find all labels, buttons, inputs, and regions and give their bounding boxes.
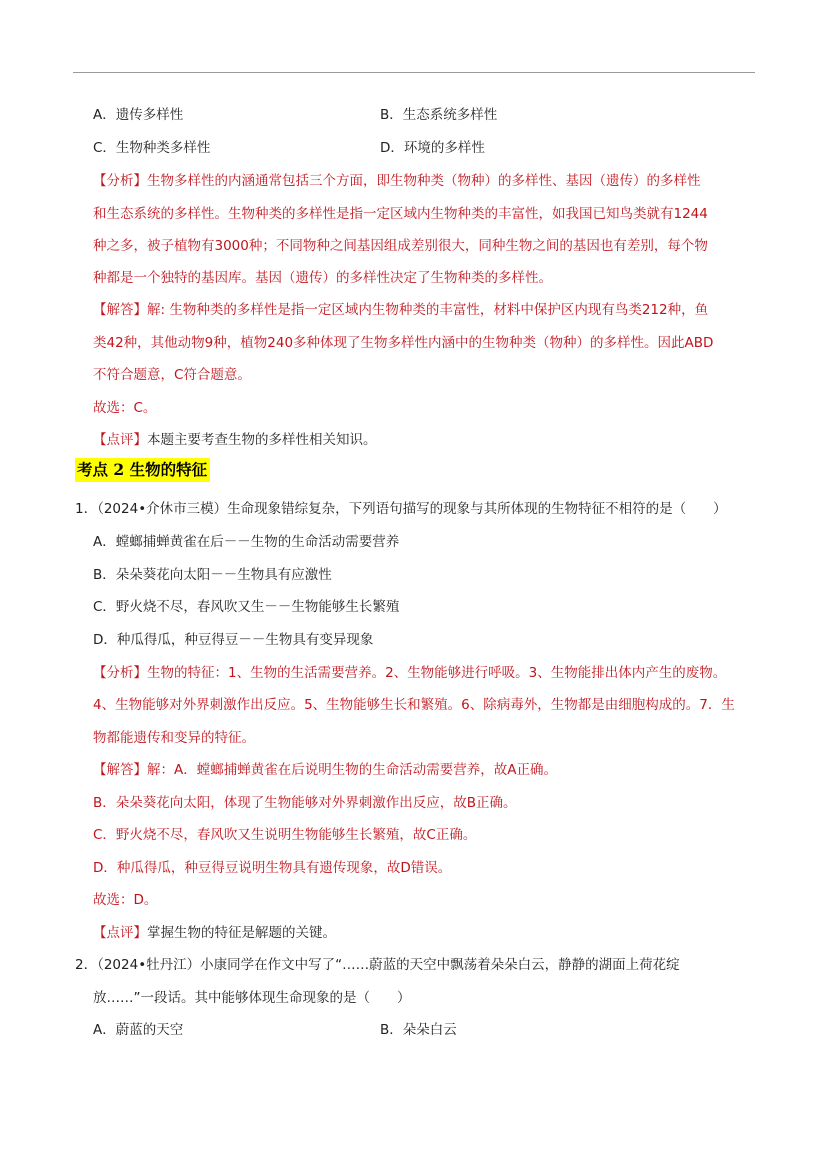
answer-line: 不符合题意，C符合题意。 [93,367,251,383]
q1-option: A．螳螂捕蝉黄雀在后－－生物的生命活动需要营养 [93,534,400,550]
q1-analysis-text: 生物的特征：1、生物的生活需要营养。2、生物能够进行呼吸。3、生物能排出体内产生的废物。 [147,665,727,681]
q1-answer-line: C．野火烧不尽，春风吹又生说明生物能够生长繁殖，故C正确。 [93,827,477,843]
header-rule [73,72,755,73]
comment-text: 本题主要考查生物的多样性相关知识。 [147,432,377,448]
analysis-text: 生物多样性的内涵通常包括三个方面，即生物种类（物种）的多样性、基因（遗传）的多样性 [147,173,701,189]
analysis-tag: 【分析】 [93,173,147,189]
q1-comment-tag: 【点评】 [93,925,147,941]
answer-tag: 【解答】 [93,302,147,318]
q1-analysis-line [93,663,726,683]
q2-option-b: B．朵朵白云 [380,1022,457,1038]
q1-stem: 1．（2024•介休市三模）生命现象错综复杂，下列语句描写的现象与其所体现的生物特征不相符的是（ ） [75,501,727,517]
answer-line: 类42种，其他动物9种，植物240多种体现了生物多样性内涵中的生物种类（物种）的多样性。因此ABD [93,335,714,351]
q1-answer-text: 解：A．螳螂捕蝉黄雀在后说明生物的生命活动需要营养，故A正确。 [147,762,557,778]
q2-stem: 2．（2024•牡丹江）小康同学在作文中写了“……蔚蓝的天空中飘荡着朵朵白云，静静的湖面上荷花绽 [75,957,680,973]
q1-comment-text: 掌握生物的特征是解题的关键。 [147,925,336,941]
q1-comment-line [93,923,336,943]
q1-answer-line: B．朵朵葵花向太阳，体现了生物能够对外界刺激作出反应，故B正确。 [93,795,517,811]
comment-line [93,430,377,450]
q1-option: B．朵朵葵花向太阳－－生物具有应激性 [93,567,332,583]
comment-tag: 【点评】 [93,432,147,448]
analysis-line: 和生态系统的多样性。生物种类的多样性是指一定区域内生物种类的丰富性，如我国已知鸟类就有1244 [93,206,708,222]
q1-analysis-line: 4、生物能够对外界刺激作出反应。5、生物能够生长和繁殖。6、除病毒外，生物都是由细胞构成的。7．生 [93,697,735,713]
analysis-line: 种之多，被子植物有3000种；不同物种之间基因组成差别很大，同种生物之间的基因也有差别，每个物 [93,238,708,254]
q1-analysis-tag: 【分析】 [93,665,147,681]
answer-text: 解: 生物种类的多样性是指一定区域内生物种类的丰富性，材料中保护区内现有鸟类212种，鱼 [147,302,709,318]
option-d: D．环境的多样性 [380,140,485,156]
analysis-line: 种都是一个独特的基因库。基因（遗传）的多样性决定了生物种类的多样性。 [93,270,552,286]
q1-option: C．野火烧不尽，春风吹又生－－生物能够生长繁殖 [93,599,400,615]
option-c: C．生物种类多样性 [93,140,211,156]
section-heading: 考点 2 生物的特征 [75,458,210,482]
choice-line: 故选：C。 [93,400,157,416]
q1-analysis-line: 物都能遗传和变异的特征。 [93,730,255,746]
option-b: B．生态系统多样性 [380,107,498,123]
q1-answer-tag: 【解答】 [93,762,147,778]
q1-option: D．种瓜得瓜，种豆得豆－－生物具有变异现象 [93,632,374,648]
q2-stem: 放……”一段话。其中能够体现生命现象的是（ ） [93,990,411,1006]
q1-answer-line [93,760,557,780]
analysis-line [93,171,701,191]
q1-answer-line: D．种瓜得瓜，种豆得豆说明生物具有遗传现象，故D错误。 [93,860,452,876]
q1-choice: 故选：D。 [93,892,158,908]
option-a: A．遗传多样性 [93,107,184,123]
answer-line [93,300,708,320]
q2-option-a: A．蔚蓝的天空 [93,1022,184,1038]
